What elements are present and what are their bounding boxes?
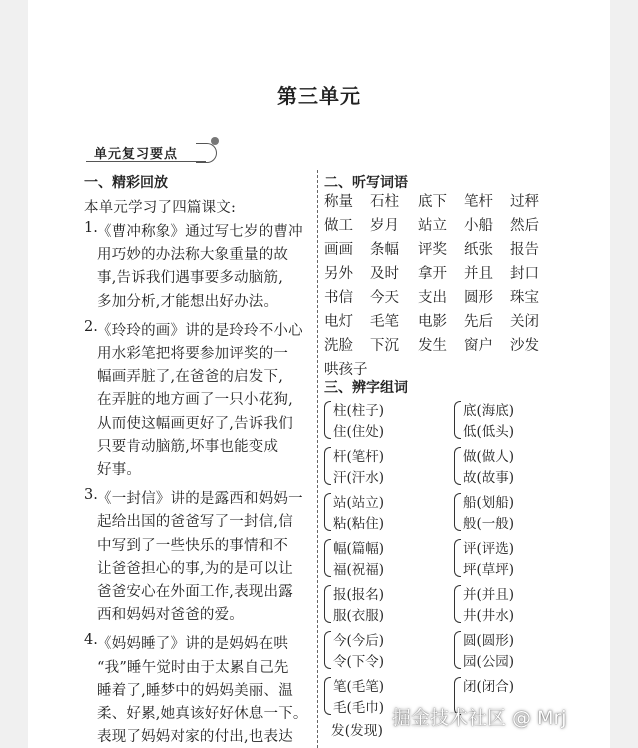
- char-pair: [454, 445, 564, 487]
- char-word: 毛(毛巾): [333, 700, 385, 716]
- dictation-word: 毛笔: [370, 314, 399, 330]
- item-line: 《妈妈睡了》讲的是妈妈在哄: [97, 636, 289, 653]
- item-line: 表现了妈妈对家的付出,也表达: [97, 729, 293, 746]
- dictation-word: 石柱: [370, 194, 399, 210]
- page-title: 第三单元: [277, 84, 361, 108]
- char-pair: [324, 399, 434, 441]
- char-pair: [454, 491, 564, 533]
- item-line: 睡着了,睡梦中的妈妈美丽、温: [97, 682, 293, 699]
- dictation-word: 沙发: [510, 338, 539, 354]
- dictation-word: 封口: [510, 266, 539, 282]
- brace-mark: [324, 401, 331, 439]
- dictation-word: 及时: [370, 266, 399, 282]
- item-number: 4.: [84, 632, 98, 649]
- char-pair: [454, 537, 564, 579]
- dictation-word: 发生: [418, 338, 447, 354]
- brace-mark: [454, 631, 461, 669]
- word-row: [324, 190, 564, 214]
- char-word: 令(下令): [333, 654, 385, 670]
- dictation-word: 拿开: [418, 266, 447, 282]
- char-pair: [324, 629, 434, 671]
- brace-mark: [324, 447, 331, 485]
- dictation-word: 笔杆: [464, 194, 493, 210]
- dictation-word: 圆形: [464, 290, 493, 306]
- char-word: 做(做人): [463, 449, 515, 465]
- char-pair: [324, 583, 434, 625]
- item-line: 用巧妙的办法称大象重量的故: [97, 247, 289, 264]
- item-line: 爸爸安心在外面工作,表现出露: [97, 584, 293, 600]
- char-word: 幅(篇幅): [333, 541, 385, 557]
- item-line: 让爸爸担心的事,为的是可以让: [97, 560, 293, 577]
- dictation-word: 并且: [464, 266, 493, 282]
- item-line: 幅画弄脏了,在爸爸的启发下,: [97, 369, 284, 386]
- item-number: 2.: [84, 318, 98, 335]
- watermark: 掘金技术社区 @ Mrj: [392, 707, 567, 729]
- dictation-word: 过秤: [510, 194, 539, 210]
- brace-mark: [324, 677, 331, 715]
- review-banner: [86, 141, 236, 163]
- brace-mark: [454, 539, 461, 577]
- item-line: 多加分析,才能想出好办法。: [97, 293, 279, 310]
- brace-mark: [454, 585, 461, 623]
- brace-mark: [324, 493, 331, 531]
- dictation-word: 另外: [324, 266, 353, 282]
- dictation-word: 哄孩子: [324, 362, 368, 378]
- char-word: 粘(粘住): [333, 516, 385, 532]
- word-row: [324, 286, 564, 310]
- char-pair: [324, 537, 434, 579]
- char-word: 底(海底): [463, 403, 515, 419]
- dictation-word: 珠宝: [510, 290, 539, 306]
- item-line: 用水彩笔把将要参加评奖的一: [97, 346, 289, 362]
- dictation-word: 洗脸: [324, 338, 353, 354]
- item-line: 从而使这幅画更好了,告诉我们: [97, 415, 293, 432]
- brace-mark: [454, 493, 461, 531]
- char-word: 闭(闭合): [463, 679, 515, 695]
- char-word: 船(划船): [463, 495, 515, 511]
- word-row: [324, 238, 564, 262]
- item-line: 西和妈妈对爸爸的爱。: [97, 607, 244, 624]
- dictation-word: 先后: [464, 314, 493, 330]
- item-number: 1.: [84, 220, 98, 236]
- word-row: [324, 214, 564, 238]
- char-word: 笔(毛笔): [333, 679, 385, 695]
- char-word: 柱(柱子): [333, 403, 385, 419]
- brace-mark: [324, 539, 331, 577]
- word-row: [324, 334, 564, 358]
- char-word: 般(一般): [463, 516, 515, 532]
- char-word: 低(低头): [463, 424, 515, 440]
- word-row: [324, 310, 564, 334]
- char-pair: [324, 491, 434, 533]
- char-pair: [454, 629, 564, 671]
- intro-text: 本单元学习了四篇课文:: [84, 200, 237, 216]
- dictation-word: 报告: [510, 242, 539, 258]
- column-divider: [317, 170, 318, 748]
- brace-mark: [454, 447, 461, 485]
- section-heading-distinguish: 三、辨字组词: [324, 380, 408, 396]
- dictation-word: 书信: [324, 290, 353, 306]
- dictation-word: 站立: [418, 218, 447, 234]
- char-word: 站(站立): [333, 495, 385, 511]
- char-word: 井(井水): [463, 608, 515, 624]
- char-word: 圆(圆形): [463, 633, 515, 649]
- dictation-word: 电灯: [324, 314, 353, 330]
- item-number: 3.: [84, 487, 98, 504]
- dictation-word: 然后: [510, 218, 539, 234]
- char-word: 杆(笔杆): [333, 449, 385, 465]
- char-pair: [454, 583, 564, 625]
- char-word: 住(住处): [333, 424, 385, 440]
- char-word: 园(公园): [463, 654, 515, 670]
- char-pair: [324, 445, 434, 487]
- brace-mark: [324, 631, 331, 669]
- banner-curl: [196, 143, 217, 163]
- item-line: 柔、好累,她真该好好休息一下。: [97, 706, 308, 722]
- item-line: 在弄脏的地方画了一只小花狗,: [97, 392, 293, 409]
- char-word: 坪(草坪): [463, 562, 515, 578]
- dictation-word: 电影: [418, 314, 447, 330]
- dictation-word: 纸张: [464, 242, 493, 258]
- item-line: “我”睡午觉时由于太累自己先: [97, 659, 289, 676]
- dictation-word: 下沉: [370, 338, 399, 354]
- dictation-word: 底下: [418, 194, 447, 210]
- char-word: 汗(汗水): [333, 470, 385, 486]
- char-word: 报(报名): [333, 587, 385, 603]
- brace-mark: [454, 401, 461, 439]
- dictation-word: 今天: [370, 290, 399, 306]
- char-word: 评(评选): [463, 541, 515, 557]
- item-line: 《一封信》讲的是露西和妈妈一: [97, 491, 303, 508]
- item-line: 事,告诉我们遇事要多动脑筋,: [97, 270, 284, 287]
- dictation-word: 条幅: [370, 242, 399, 258]
- item-line: 起给出国的爸爸写了一封信,信: [97, 514, 293, 531]
- dictation-word: 画画: [324, 242, 353, 258]
- dictation-word: 评奖: [418, 242, 447, 258]
- dictation-word: 支出: [418, 290, 447, 306]
- banner-dot: [211, 137, 219, 145]
- dictation-word: 称量: [324, 194, 353, 210]
- dictation-word: 关闭: [510, 314, 539, 330]
- item-line: 《玲玲的画》讲的是玲玲不小心: [97, 322, 303, 339]
- section-heading-dictation: 二、听写词语: [324, 175, 408, 191]
- word-row: [324, 262, 564, 286]
- dictation-word: 岁月: [370, 218, 399, 234]
- char-pair: [454, 399, 564, 441]
- brace-mark: [324, 585, 331, 623]
- dictation-word: 小船: [464, 218, 493, 234]
- item-line: 只要肯动脑筋,坏事也能变成: [97, 438, 279, 455]
- section-heading-review: 一、精彩回放: [84, 175, 168, 191]
- banner-label: 单元复习要点: [94, 147, 179, 162]
- char-word-extra: 发(发现): [331, 723, 384, 739]
- banner-underline: [86, 161, 206, 162]
- item-line: 《曹冲称象》通过写七岁的曹冲: [97, 224, 303, 240]
- dictation-word: 做工: [324, 218, 353, 234]
- dictation-word: 窗户: [464, 338, 493, 354]
- char-word: 今(今后): [333, 633, 385, 649]
- char-word: 福(祝福): [333, 562, 385, 578]
- item-line: 好事。: [97, 462, 142, 478]
- char-word: 服(衣服): [333, 608, 385, 624]
- item-line: 中写到了一些快乐的事情和不: [97, 537, 289, 554]
- dictation-word-grid: [324, 190, 564, 382]
- document-page: [28, 0, 610, 748]
- char-word: 并(并且): [463, 587, 515, 603]
- char-word: 故(故事): [463, 470, 515, 486]
